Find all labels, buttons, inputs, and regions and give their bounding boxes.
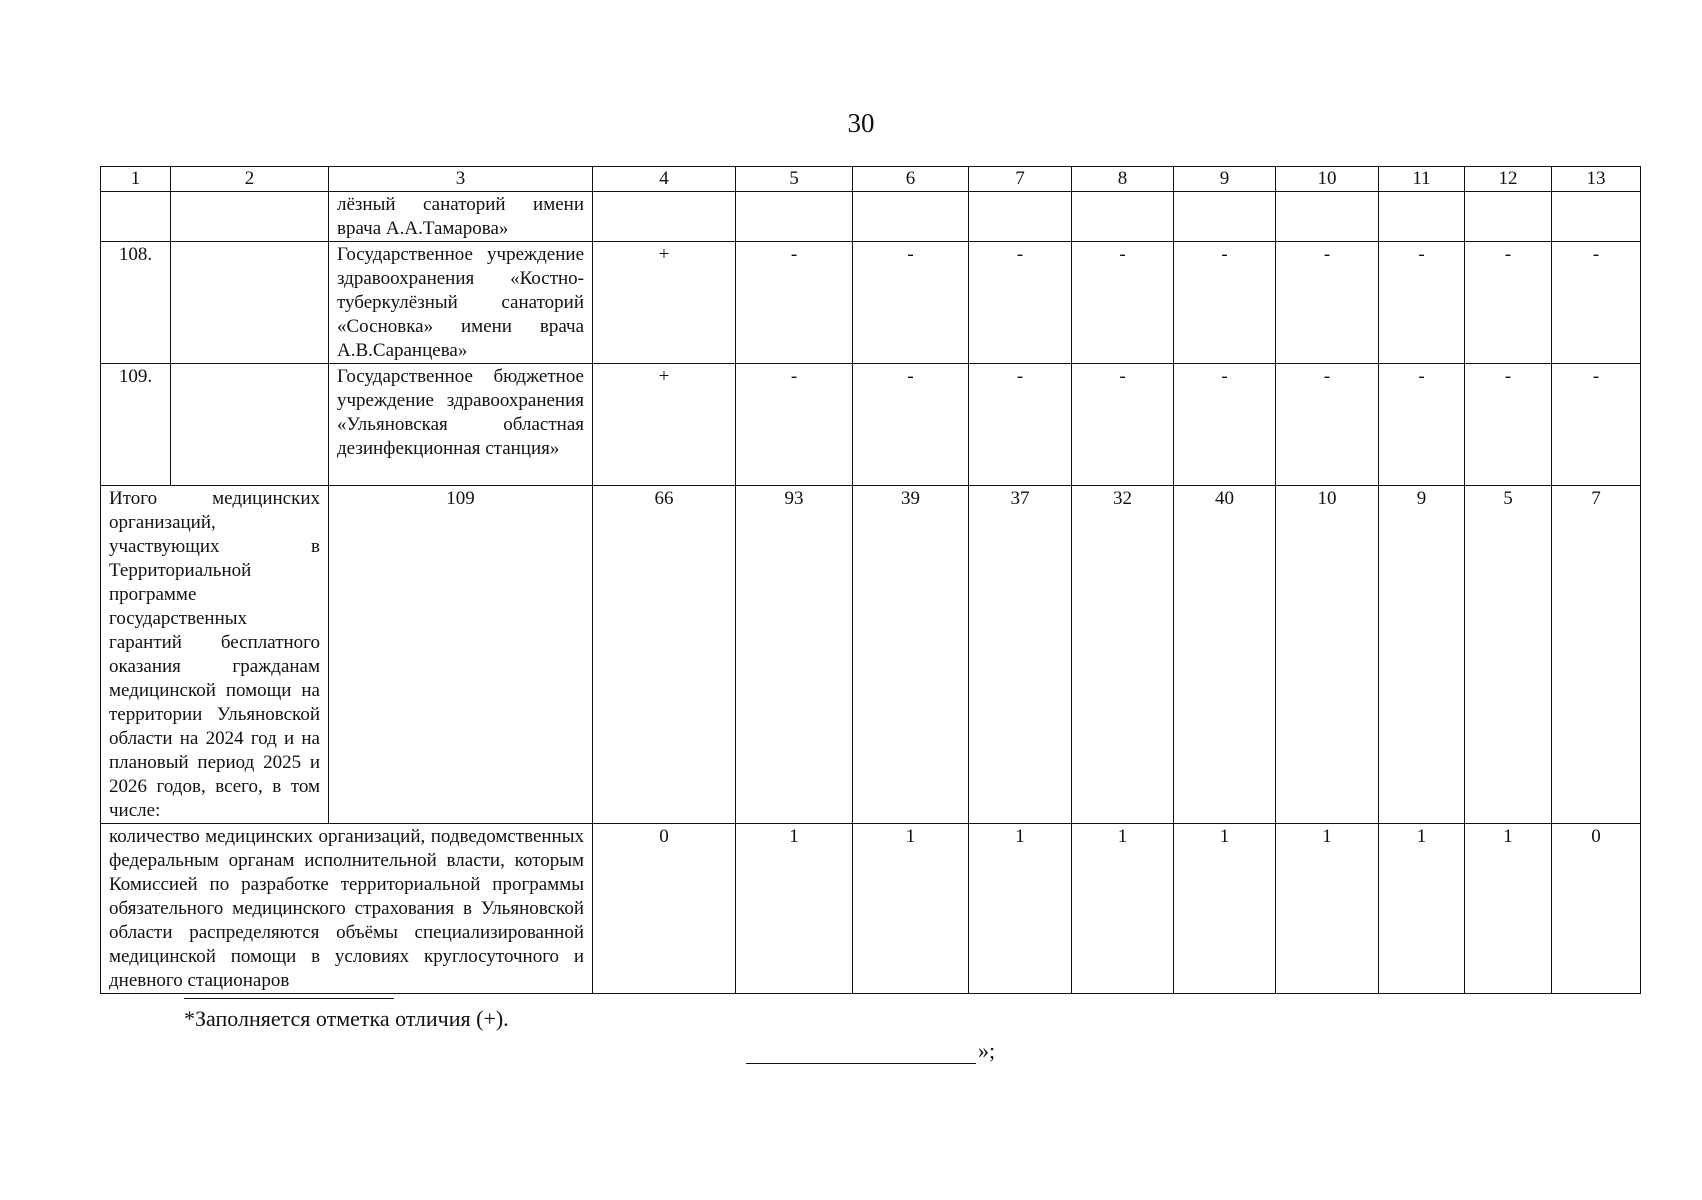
table-cell [171, 242, 329, 364]
value-cell: 39 [853, 486, 969, 824]
header-cell: 13 [1552, 167, 1641, 192]
federal-label-cell: количество медицинских организаций, подведомственных федеральным органам исполнительной власти, которым Комиссией по разработке территориальной программы обязательного медицинского страхования в Ульяновской области распределяются объёмы специализированной медицинской помощи в условиях круглосуточного и дневного стационаров [101, 824, 593, 994]
total-count-cell: 109 [329, 486, 593, 824]
row-number-cell: 109. [101, 364, 171, 486]
value-cell: + [593, 242, 736, 364]
value-cell: 1 [1276, 824, 1379, 994]
value-cell: - [1174, 364, 1276, 486]
table-header-row [101, 167, 1641, 192]
value-cell: 1 [969, 824, 1072, 994]
value-cell: 1 [736, 824, 853, 994]
header-cell: 11 [1379, 167, 1465, 192]
signature-line [746, 1041, 976, 1064]
value-cell: - [1379, 364, 1465, 486]
header-cell: 12 [1465, 167, 1552, 192]
value-cell: - [1379, 242, 1465, 364]
table-cell [171, 192, 329, 242]
value-cell: - [736, 242, 853, 364]
value-cell: - [1552, 242, 1641, 364]
value-cell: 32 [1072, 486, 1174, 824]
table-row [101, 192, 1641, 242]
value-cell: 5 [1465, 486, 1552, 824]
header-cell: 9 [1174, 167, 1276, 192]
value-cell: 1 [1465, 824, 1552, 994]
table-cell [1465, 192, 1552, 242]
value-cell: 1 [1379, 824, 1465, 994]
value-cell: - [1072, 242, 1174, 364]
value-cell: 93 [736, 486, 853, 824]
table-cell [171, 364, 329, 486]
header-cell: 2 [171, 167, 329, 192]
organization-name-cell: лёзный санаторий имени врача А.А.Тамарова» [329, 192, 593, 242]
table-cell [1276, 192, 1379, 242]
value-cell: 37 [969, 486, 1072, 824]
value-cell: - [1465, 242, 1552, 364]
total-label-cell: Итого медицинских организаций, участвующих в Территориальной программе государственных гарантий бесплатного оказания гражданам медицинской помощи на территории Ульяновской области на 2024 год и на плановый период 2025 и 2026 годов, всего, в том числе: [101, 486, 329, 824]
federal-row [101, 824, 1641, 994]
table-row [101, 242, 1641, 364]
table-cell [1072, 192, 1174, 242]
footnote-divider [184, 998, 394, 999]
value-cell: + [593, 364, 736, 486]
closing-mark [746, 1038, 995, 1064]
header-cell: 4 [593, 167, 736, 192]
value-cell: - [1072, 364, 1174, 486]
table-cell [969, 192, 1072, 242]
closing-quote: »; [978, 1038, 996, 1063]
table-row [101, 364, 1641, 486]
value-cell: - [1276, 242, 1379, 364]
value-cell: 9 [1379, 486, 1465, 824]
value-cell: 0 [593, 824, 736, 994]
header-cell: 7 [969, 167, 1072, 192]
page-number: 30 [847, 108, 875, 138]
value-cell: - [969, 364, 1072, 486]
header-cell: 6 [853, 167, 969, 192]
value-cell: 40 [1174, 486, 1276, 824]
value-cell: - [1465, 364, 1552, 486]
organization-name-cell: Государственное бюджетное учреждение здравоохранения «Ульяновская областная дезинфекционная станция» [329, 364, 593, 486]
value-cell: 7 [1552, 486, 1641, 824]
header-cell: 5 [736, 167, 853, 192]
organization-name-cell: Государственное учреждение здравоохранения «Костно-туберкулёзный санаторий «Сосновка» имени врача А.В.Саранцева» [329, 242, 593, 364]
value-cell: - [1276, 364, 1379, 486]
footnote: *Заполняется отметка отличия (+). [184, 1006, 509, 1031]
header-cell: 8 [1072, 167, 1174, 192]
header-cell: 10 [1276, 167, 1379, 192]
table-cell [101, 192, 171, 242]
table-cell [593, 192, 736, 242]
value-cell: - [969, 242, 1072, 364]
total-row [101, 486, 1641, 824]
row-number-cell: 108. [101, 242, 171, 364]
organizations-table [100, 166, 1641, 994]
header-cell: 3 [329, 167, 593, 192]
table-cell [736, 192, 853, 242]
value-cell: - [736, 364, 853, 486]
table-cell [853, 192, 969, 242]
value-cell: - [1552, 364, 1641, 486]
value-cell: - [1174, 242, 1276, 364]
value-cell: - [853, 364, 969, 486]
value-cell: - [853, 242, 969, 364]
table-cell [1552, 192, 1641, 242]
value-cell: 66 [593, 486, 736, 824]
table-cell [1174, 192, 1276, 242]
table-cell [1379, 192, 1465, 242]
header-cell: 1 [101, 167, 171, 192]
value-cell: 1 [1174, 824, 1276, 994]
value-cell: 1 [853, 824, 969, 994]
value-cell: 0 [1552, 824, 1641, 994]
value-cell: 10 [1276, 486, 1379, 824]
value-cell: 1 [1072, 824, 1174, 994]
